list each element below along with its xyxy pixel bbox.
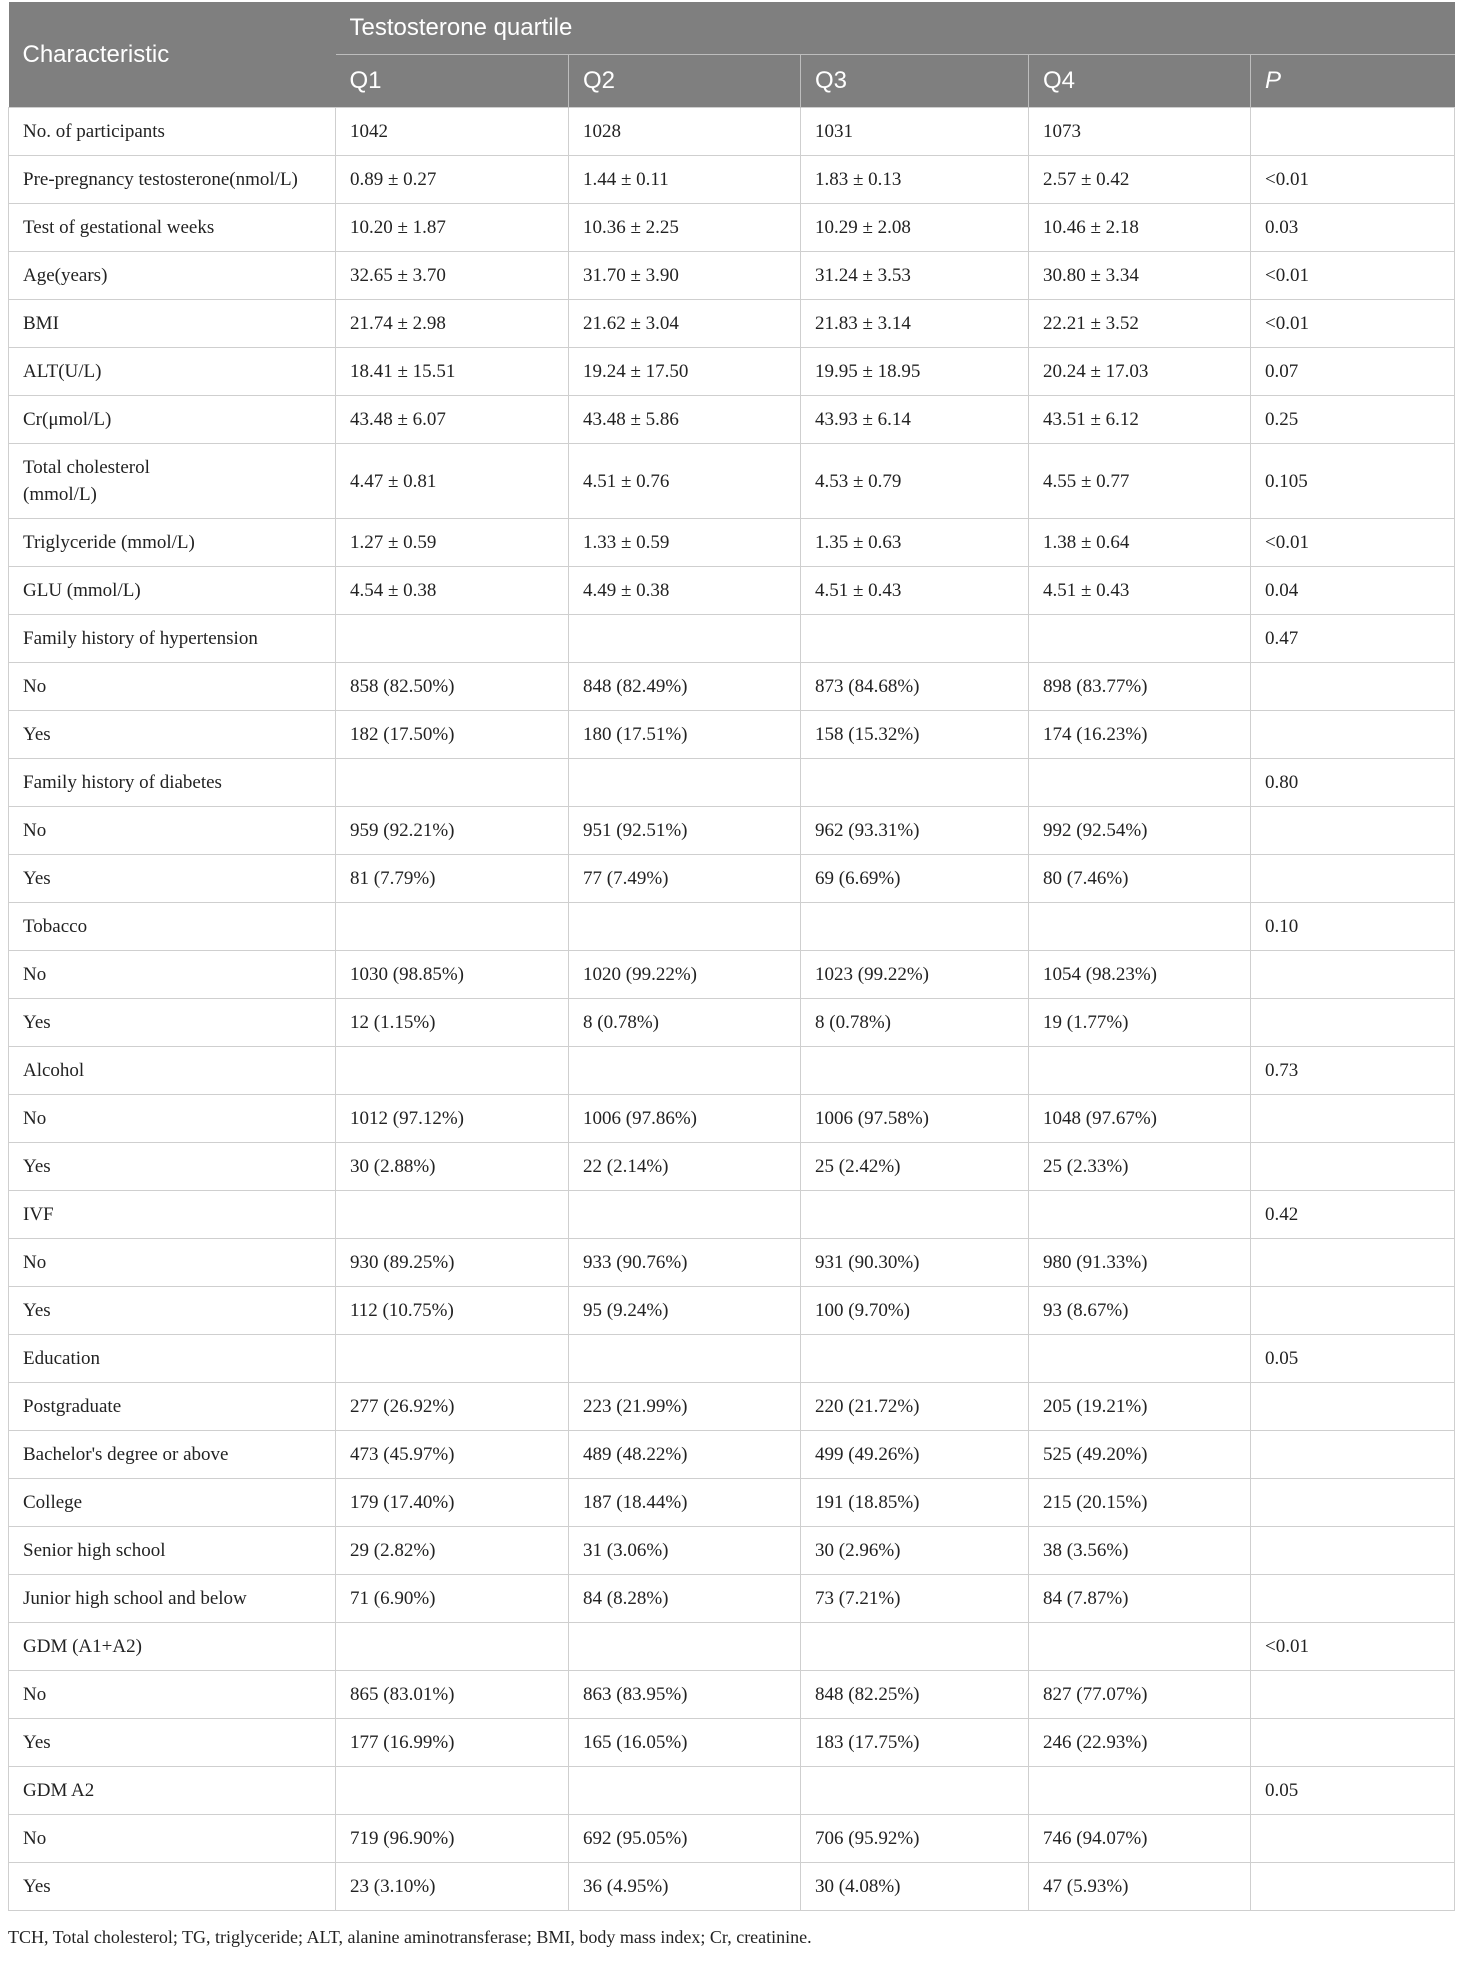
p-value-cell: 0.80 <box>1251 759 1455 807</box>
q3-cell: 19.95 ± 18.95 <box>801 348 1029 396</box>
q2-cell: 165 (16.05%) <box>569 1719 801 1767</box>
q1-cell: 1030 (98.85%) <box>336 951 569 999</box>
p-value-cell <box>1251 1383 1455 1431</box>
q1-cell: 43.48 ± 6.07 <box>336 396 569 444</box>
q1-cell: 959 (92.21%) <box>336 807 569 855</box>
table-row <box>9 1863 1455 1911</box>
p-value-cell <box>1251 711 1455 759</box>
characteristic-cell: BMI <box>9 300 336 348</box>
q3-cell: 30 (4.08%) <box>801 1863 1029 1911</box>
table-row <box>9 1143 1455 1191</box>
p-value-cell: <0.01 <box>1251 252 1455 300</box>
q3-cell: 8 (0.78%) <box>801 999 1029 1047</box>
p-value-cell: 0.05 <box>1251 1767 1455 1815</box>
p-value-cell <box>1251 1479 1455 1527</box>
q2-cell <box>569 1191 801 1239</box>
table-row <box>9 855 1455 903</box>
q3-cell <box>801 903 1029 951</box>
p-value-cell <box>1251 855 1455 903</box>
q2-cell <box>569 1335 801 1383</box>
header-characteristic: Characteristic <box>9 2 336 108</box>
table-body <box>9 108 1455 1911</box>
q4-cell: 84 (7.87%) <box>1029 1575 1251 1623</box>
q2-cell: 22 (2.14%) <box>569 1143 801 1191</box>
p-value-cell: <0.01 <box>1251 1623 1455 1671</box>
q2-cell: 1020 (99.22%) <box>569 951 801 999</box>
p-value-cell: 0.04 <box>1251 567 1455 615</box>
q4-cell: 4.51 ± 0.43 <box>1029 567 1251 615</box>
characteristic-cell: Pre-pregnancy testosterone(nmol/L) <box>9 156 336 204</box>
table-row <box>9 1383 1455 1431</box>
q3-cell <box>801 1047 1029 1095</box>
p-value-cell <box>1251 663 1455 711</box>
p-value-cell <box>1251 1287 1455 1335</box>
q1-cell: 865 (83.01%) <box>336 1671 569 1719</box>
q2-cell: 8 (0.78%) <box>569 999 801 1047</box>
q3-cell: 158 (15.32%) <box>801 711 1029 759</box>
p-value-cell <box>1251 1143 1455 1191</box>
q4-cell: 1073 <box>1029 108 1251 156</box>
characteristic-cell: GDM (A1+A2) <box>9 1623 336 1671</box>
q2-cell: 933 (90.76%) <box>569 1239 801 1287</box>
header-p-value: P <box>1251 55 1455 108</box>
q2-cell: 863 (83.95%) <box>569 1671 801 1719</box>
table-row <box>9 903 1455 951</box>
q2-cell: 180 (17.51%) <box>569 711 801 759</box>
characteristic-cell: Alcohol <box>9 1047 336 1095</box>
q2-cell: 1006 (97.86%) <box>569 1095 801 1143</box>
q3-cell: 706 (95.92%) <box>801 1815 1029 1863</box>
p-value-cell: 0.03 <box>1251 204 1455 252</box>
q1-cell: 182 (17.50%) <box>336 711 569 759</box>
characteristic-cell: GLU (mmol/L) <box>9 567 336 615</box>
table-row <box>9 1527 1455 1575</box>
q3-cell: 69 (6.69%) <box>801 855 1029 903</box>
p-value-cell: 0.73 <box>1251 1047 1455 1095</box>
q3-cell: 25 (2.42%) <box>801 1143 1029 1191</box>
q4-cell: 10.46 ± 2.18 <box>1029 204 1251 252</box>
q1-cell <box>336 1191 569 1239</box>
q3-cell: 4.51 ± 0.43 <box>801 567 1029 615</box>
p-value-cell: 0.42 <box>1251 1191 1455 1239</box>
table-row <box>9 999 1455 1047</box>
table-row <box>9 444 1455 519</box>
q4-cell: 93 (8.67%) <box>1029 1287 1251 1335</box>
p-value-cell: 0.25 <box>1251 396 1455 444</box>
q1-cell: 4.54 ± 0.38 <box>336 567 569 615</box>
header-q4: Q4 <box>1029 55 1251 108</box>
q3-cell: 10.29 ± 2.08 <box>801 204 1029 252</box>
q2-cell: 36 (4.95%) <box>569 1863 801 1911</box>
q1-cell: 177 (16.99%) <box>336 1719 569 1767</box>
q1-cell: 23 (3.10%) <box>336 1863 569 1911</box>
q4-cell: 38 (3.56%) <box>1029 1527 1251 1575</box>
q4-cell: 827 (77.07%) <box>1029 1671 1251 1719</box>
q4-cell: 22.21 ± 3.52 <box>1029 300 1251 348</box>
q3-cell <box>801 1623 1029 1671</box>
q1-cell: 10.20 ± 1.87 <box>336 204 569 252</box>
q1-cell: 4.47 ± 0.81 <box>336 444 569 519</box>
table-row <box>9 252 1455 300</box>
q2-cell: 1.33 ± 0.59 <box>569 519 801 567</box>
table-row <box>9 300 1455 348</box>
q2-cell: 489 (48.22%) <box>569 1431 801 1479</box>
q1-cell: 32.65 ± 3.70 <box>336 252 569 300</box>
table-row <box>9 567 1455 615</box>
p-value-cell <box>1251 1815 1455 1863</box>
table-row <box>9 951 1455 999</box>
table-row <box>9 1287 1455 1335</box>
q2-cell: 77 (7.49%) <box>569 855 801 903</box>
q1-cell: 30 (2.88%) <box>336 1143 569 1191</box>
q1-cell: 12 (1.15%) <box>336 999 569 1047</box>
p-value-cell <box>1251 1719 1455 1767</box>
q2-cell <box>569 759 801 807</box>
q1-cell: 81 (7.79%) <box>336 855 569 903</box>
q1-cell: 21.74 ± 2.98 <box>336 300 569 348</box>
table-row <box>9 519 1455 567</box>
q3-cell <box>801 615 1029 663</box>
q3-cell: 30 (2.96%) <box>801 1527 1029 1575</box>
characteristic-cell: Cr(μmol/L) <box>9 396 336 444</box>
p-value-cell <box>1251 1095 1455 1143</box>
characteristic-cell: No <box>9 1095 336 1143</box>
q1-cell: 18.41 ± 15.51 <box>336 348 569 396</box>
characteristic-cell: Education <box>9 1335 336 1383</box>
q4-cell: 525 (49.20%) <box>1029 1431 1251 1479</box>
q3-cell: 100 (9.70%) <box>801 1287 1029 1335</box>
q3-cell <box>801 1767 1029 1815</box>
table-row <box>9 1431 1455 1479</box>
p-value-cell <box>1251 951 1455 999</box>
table-row <box>9 1719 1455 1767</box>
characteristic-cell: ALT(U/L) <box>9 348 336 396</box>
q3-cell <box>801 1191 1029 1239</box>
characteristic-cell: No <box>9 951 336 999</box>
q3-cell: 1031 <box>801 108 1029 156</box>
p-value-cell <box>1251 1239 1455 1287</box>
header-testosterone-quartile: Testosterone quartile <box>336 2 1455 55</box>
q1-cell <box>336 1047 569 1095</box>
q4-cell: 980 (91.33%) <box>1029 1239 1251 1287</box>
characteristic-cell: Bachelor's degree or above <box>9 1431 336 1479</box>
q3-cell: 4.53 ± 0.79 <box>801 444 1029 519</box>
q4-cell: 1048 (97.67%) <box>1029 1095 1251 1143</box>
q2-cell: 43.48 ± 5.86 <box>569 396 801 444</box>
p-value-cell: 0.05 <box>1251 1335 1455 1383</box>
q4-cell <box>1029 1191 1251 1239</box>
q4-cell: 20.24 ± 17.03 <box>1029 348 1251 396</box>
q3-cell: 931 (90.30%) <box>801 1239 1029 1287</box>
q2-cell: 1.44 ± 0.11 <box>569 156 801 204</box>
characteristic-cell: Tobacco <box>9 903 336 951</box>
q1-cell <box>336 1335 569 1383</box>
q1-cell <box>336 1623 569 1671</box>
characteristic-cell: Total cholesterol (mmol/L) <box>9 444 336 519</box>
q3-cell: 499 (49.26%) <box>801 1431 1029 1479</box>
characteristic-cell: Postgraduate <box>9 1383 336 1431</box>
characteristic-cell: Yes <box>9 1863 336 1911</box>
q4-cell: 2.57 ± 0.42 <box>1029 156 1251 204</box>
p-value-cell <box>1251 108 1455 156</box>
q4-cell: 205 (19.21%) <box>1029 1383 1251 1431</box>
q2-cell: 19.24 ± 17.50 <box>569 348 801 396</box>
q4-cell: 1054 (98.23%) <box>1029 951 1251 999</box>
q3-cell: 31.24 ± 3.53 <box>801 252 1029 300</box>
q3-cell: 1006 (97.58%) <box>801 1095 1029 1143</box>
q1-cell: 858 (82.50%) <box>336 663 569 711</box>
q2-cell: 223 (21.99%) <box>569 1383 801 1431</box>
p-value-cell <box>1251 999 1455 1047</box>
q4-cell: 80 (7.46%) <box>1029 855 1251 903</box>
q3-cell: 962 (93.31%) <box>801 807 1029 855</box>
table-row <box>9 1623 1455 1671</box>
table-row <box>9 204 1455 252</box>
q2-cell <box>569 1623 801 1671</box>
header-q3: Q3 <box>801 55 1029 108</box>
characteristic-cell: Yes <box>9 1143 336 1191</box>
characteristic-cell: Yes <box>9 1719 336 1767</box>
q4-cell: 47 (5.93%) <box>1029 1863 1251 1911</box>
characteristic-cell: No <box>9 1671 336 1719</box>
q3-cell <box>801 1335 1029 1383</box>
characteristic-cell: Family history of hypertension <box>9 615 336 663</box>
q1-cell <box>336 759 569 807</box>
q1-cell: 473 (45.97%) <box>336 1431 569 1479</box>
q2-cell: 21.62 ± 3.04 <box>569 300 801 348</box>
q4-cell <box>1029 1767 1251 1815</box>
q2-cell <box>569 903 801 951</box>
table-header <box>9 2 1455 108</box>
p-value-cell: 0.07 <box>1251 348 1455 396</box>
q1-cell: 930 (89.25%) <box>336 1239 569 1287</box>
p-value-cell: 0.105 <box>1251 444 1455 519</box>
table-row <box>9 711 1455 759</box>
table-row <box>9 348 1455 396</box>
characteristic-cell: IVF <box>9 1191 336 1239</box>
q4-cell: 215 (20.15%) <box>1029 1479 1251 1527</box>
q2-cell: 4.51 ± 0.76 <box>569 444 801 519</box>
q2-cell <box>569 1767 801 1815</box>
q2-cell: 31.70 ± 3.90 <box>569 252 801 300</box>
characteristic-cell: No. of participants <box>9 108 336 156</box>
characteristic-cell: No <box>9 663 336 711</box>
p-value-cell: 0.47 <box>1251 615 1455 663</box>
characteristic-cell: Test of gestational weeks <box>9 204 336 252</box>
table-row <box>9 156 1455 204</box>
q4-cell <box>1029 1623 1251 1671</box>
q2-cell: 951 (92.51%) <box>569 807 801 855</box>
q3-cell: 21.83 ± 3.14 <box>801 300 1029 348</box>
p-value-cell <box>1251 1575 1455 1623</box>
table-row <box>9 1335 1455 1383</box>
q1-cell: 1012 (97.12%) <box>336 1095 569 1143</box>
q4-cell: 4.55 ± 0.77 <box>1029 444 1251 519</box>
q1-cell: 0.89 ± 0.27 <box>336 156 569 204</box>
table-row <box>9 615 1455 663</box>
p-value-cell <box>1251 1431 1455 1479</box>
q4-cell: 43.51 ± 6.12 <box>1029 396 1251 444</box>
q4-cell <box>1029 1335 1251 1383</box>
header-q2: Q2 <box>569 55 801 108</box>
q3-cell: 183 (17.75%) <box>801 1719 1029 1767</box>
table-row <box>9 108 1455 156</box>
characteristic-cell: Family history of diabetes <box>9 759 336 807</box>
q1-cell: 112 (10.75%) <box>336 1287 569 1335</box>
p-value-cell <box>1251 807 1455 855</box>
q1-cell <box>336 903 569 951</box>
p-value-cell: <0.01 <box>1251 156 1455 204</box>
q1-cell: 719 (96.90%) <box>336 1815 569 1863</box>
q3-cell: 1023 (99.22%) <box>801 951 1029 999</box>
q4-cell: 30.80 ± 3.34 <box>1029 252 1251 300</box>
table-row <box>9 1095 1455 1143</box>
characteristic-cell: Yes <box>9 999 336 1047</box>
q4-cell: 246 (22.93%) <box>1029 1719 1251 1767</box>
q1-cell: 277 (26.92%) <box>336 1383 569 1431</box>
q2-cell: 848 (82.49%) <box>569 663 801 711</box>
p-value-cell <box>1251 1527 1455 1575</box>
characteristics-table <box>8 2 1455 1911</box>
table-row <box>9 1575 1455 1623</box>
q2-cell: 692 (95.05%) <box>569 1815 801 1863</box>
table-row <box>9 1815 1455 1863</box>
q2-cell <box>569 615 801 663</box>
q3-cell <box>801 759 1029 807</box>
q3-cell: 848 (82.25%) <box>801 1671 1029 1719</box>
characteristic-cell: Junior high school and below <box>9 1575 336 1623</box>
q4-cell: 898 (83.77%) <box>1029 663 1251 711</box>
q4-cell: 19 (1.77%) <box>1029 999 1251 1047</box>
p-value-cell <box>1251 1671 1455 1719</box>
q3-cell: 191 (18.85%) <box>801 1479 1029 1527</box>
characteristic-cell: Yes <box>9 1287 336 1335</box>
table-row <box>9 807 1455 855</box>
characteristic-cell: Yes <box>9 711 336 759</box>
p-value-cell: <0.01 <box>1251 519 1455 567</box>
q4-cell: 992 (92.54%) <box>1029 807 1251 855</box>
q2-cell: 95 (9.24%) <box>569 1287 801 1335</box>
q1-cell: 1042 <box>336 108 569 156</box>
characteristic-cell: Senior high school <box>9 1527 336 1575</box>
characteristic-cell: No <box>9 1239 336 1287</box>
table-row <box>9 1479 1455 1527</box>
table-row <box>9 1191 1455 1239</box>
p-value-cell: <0.01 <box>1251 300 1455 348</box>
table-row <box>9 1239 1455 1287</box>
table-footnote: TCH, Total cholesterol; TG, triglyceride; ALT, alanine aminotransferase; BMI, body mass index; Cr, creatinine. <box>8 1927 812 1947</box>
table-row <box>9 663 1455 711</box>
q4-cell: 25 (2.33%) <box>1029 1143 1251 1191</box>
q2-cell: 4.49 ± 0.38 <box>569 567 801 615</box>
q2-cell <box>569 1047 801 1095</box>
characteristic-cell: No <box>9 807 336 855</box>
characteristic-cell: GDM A2 <box>9 1767 336 1815</box>
characteristic-cell: Triglyceride (mmol/L) <box>9 519 336 567</box>
characteristics-table-container <box>8 2 1454 1911</box>
q3-cell: 43.93 ± 6.14 <box>801 396 1029 444</box>
table-row <box>9 1767 1455 1815</box>
q1-cell: 71 (6.90%) <box>336 1575 569 1623</box>
characteristic-cell: Age(years) <box>9 252 336 300</box>
q4-cell <box>1029 1047 1251 1095</box>
q3-cell: 1.83 ± 0.13 <box>801 156 1029 204</box>
q1-cell: 1.27 ± 0.59 <box>336 519 569 567</box>
characteristic-cell: Yes <box>9 855 336 903</box>
q1-cell <box>336 615 569 663</box>
table-row <box>9 396 1455 444</box>
q4-cell <box>1029 903 1251 951</box>
q1-cell: 29 (2.82%) <box>336 1527 569 1575</box>
q3-cell: 73 (7.21%) <box>801 1575 1029 1623</box>
p-value-cell: 0.10 <box>1251 903 1455 951</box>
q4-cell: 746 (94.07%) <box>1029 1815 1251 1863</box>
q2-cell: 187 (18.44%) <box>569 1479 801 1527</box>
header-q1: Q1 <box>336 55 569 108</box>
table-row <box>9 759 1455 807</box>
q3-cell: 220 (21.72%) <box>801 1383 1029 1431</box>
q4-cell: 174 (16.23%) <box>1029 711 1251 759</box>
q2-cell: 10.36 ± 2.25 <box>569 204 801 252</box>
q4-cell <box>1029 615 1251 663</box>
characteristic-cell: College <box>9 1479 336 1527</box>
p-value-cell <box>1251 1863 1455 1911</box>
q4-cell: 1.38 ± 0.64 <box>1029 519 1251 567</box>
q2-cell: 84 (8.28%) <box>569 1575 801 1623</box>
q1-cell <box>336 1767 569 1815</box>
q3-cell: 873 (84.68%) <box>801 663 1029 711</box>
q3-cell: 1.35 ± 0.63 <box>801 519 1029 567</box>
q4-cell <box>1029 759 1251 807</box>
q1-cell: 179 (17.40%) <box>336 1479 569 1527</box>
q2-cell: 31 (3.06%) <box>569 1527 801 1575</box>
q2-cell: 1028 <box>569 108 801 156</box>
table-row <box>9 1671 1455 1719</box>
characteristic-cell: No <box>9 1815 336 1863</box>
table-row <box>9 1047 1455 1095</box>
